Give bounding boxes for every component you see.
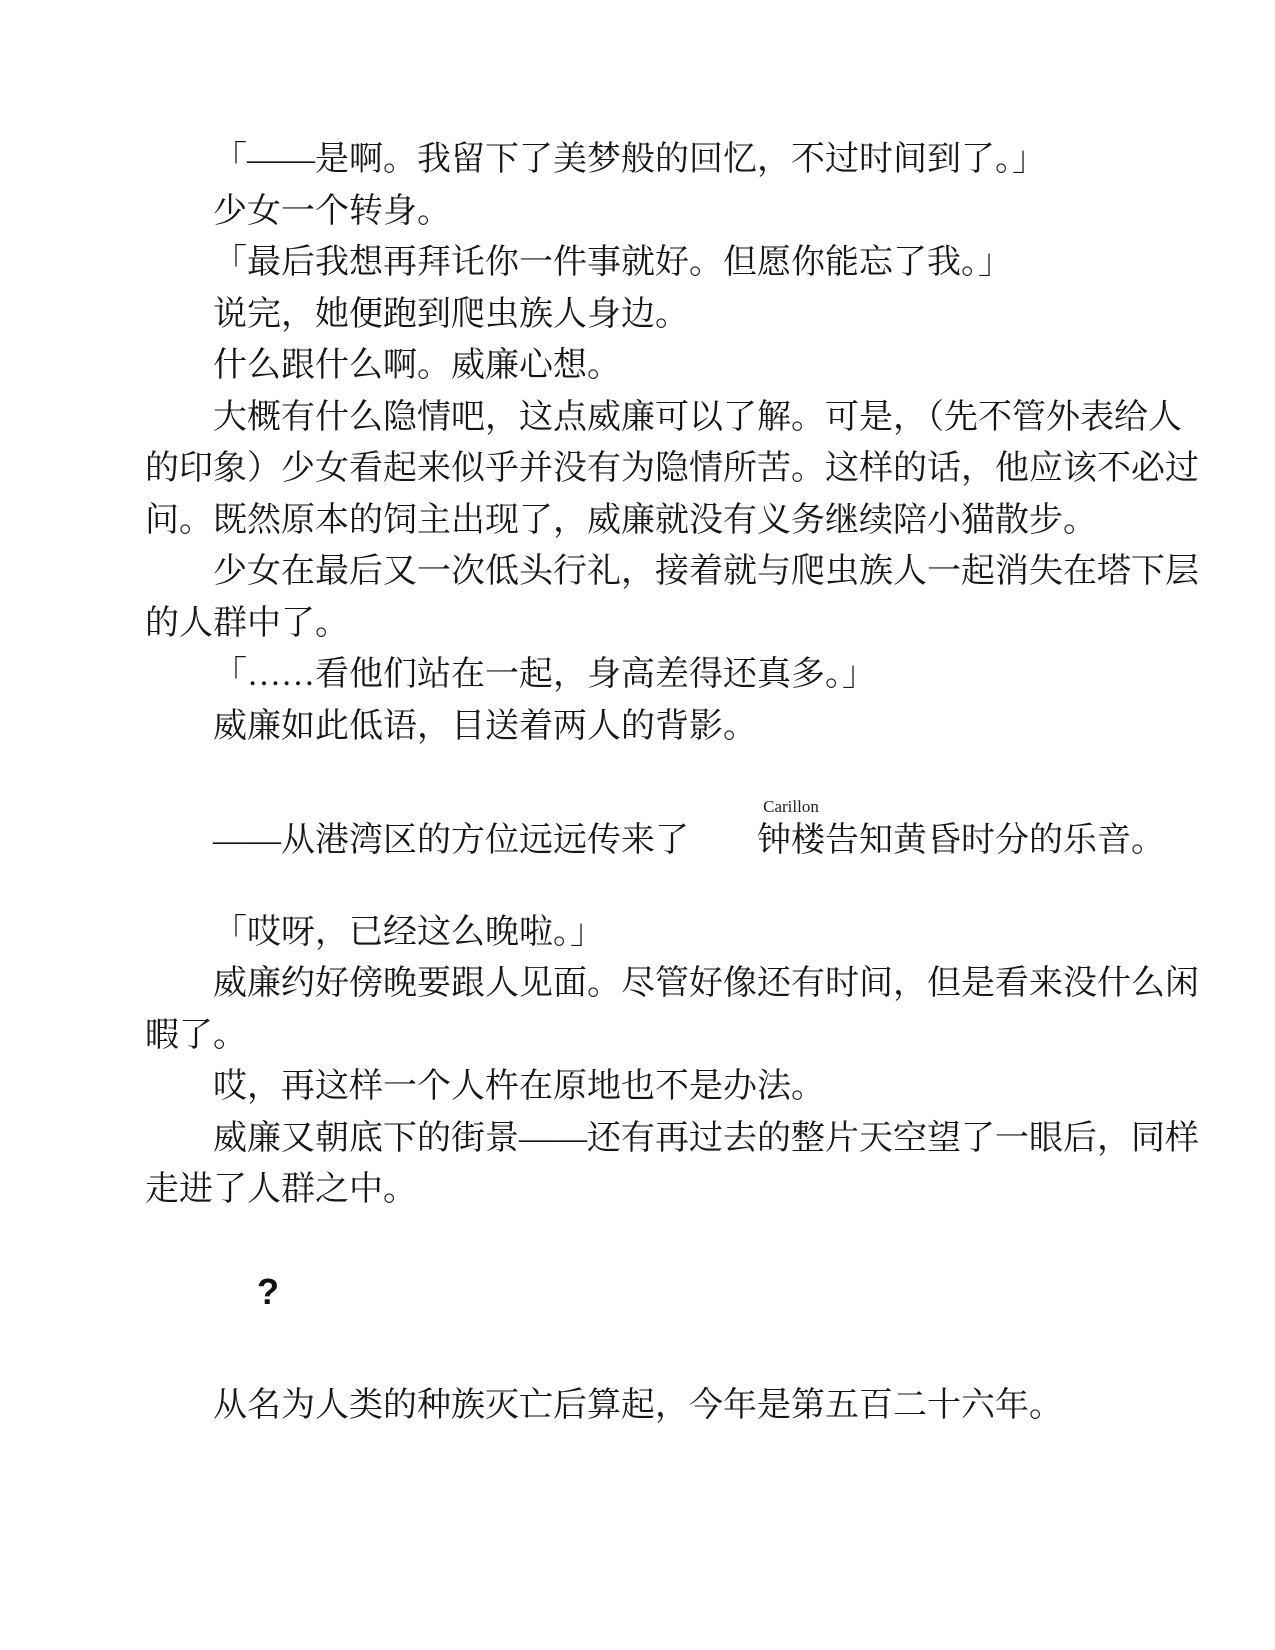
text-line: 「——是啊。我留下了美梦般的回忆，不过时间到了。」 [213,141,1046,178]
ruby-base-text: 钟楼 [757,822,825,859]
paragraph-dialogue-8 [145,649,1185,701]
text-line: 「哎呀，已经这么晚啦。」 [213,913,604,951]
text-line: 问。既然原本的饲主出现了，威廉就没有义务继续陪小猫散步。 [145,501,1097,539]
carillon-suffix: 告知黄昏时分的乐音。 [825,822,1165,859]
text-line: 的人群中了。 [145,604,349,642]
text-line: 说完，她便跑到爬虫族人身边。 [213,295,689,333]
text-line [145,797,1185,867]
paragraph-13 [145,1061,1185,1113]
section-divider-symbol: ? [257,1270,279,1312]
text-line: 少女在最后又一次低头行礼，接着就与爬虫族人一起消失在塔下层 [213,553,1199,590]
paragraph-carillon [145,797,1185,867]
paragraph-9 [145,701,1185,753]
text-line: 走进了人群之中。 [145,1171,417,1208]
section-divider [145,1266,1185,1318]
text-line: 威廉又朝底下的街景——还有再过去的整片天空望了一眼后，同样 [213,1119,1199,1157]
text-line: 「……看他们站在一起，身高差得还真多。」 [213,656,876,693]
text-line: 「最后我想再拜讬你一件事就好。但愿你能忘了我。」 [213,244,1012,281]
text-line: 大概有什么隐情吧，这点威廉可以了解。可是，（先不管外表给人 [213,398,1182,436]
text-line: 什么跟什么啊。威廉心想。 [213,347,621,384]
ruby-label-carillon: Carillon [763,797,819,816]
text-line: 的印象）少女看起来似乎并没有为隐情所苦。这样的话，他应该不必过 [145,450,1199,487]
paragraph-7 [145,546,1199,649]
text-line: 威廉约好傍晚要跟人见面。尽管好像还有时间，但是看来没什么闲 [213,965,1199,1002]
ruby-bell-tower [689,797,825,867]
paragraph-5 [145,340,1185,392]
paragraph-12 [145,958,1199,1061]
text-line: 少女一个转身。 [213,192,451,230]
paragraph-dialogue-11 [145,907,1185,959]
paragraph-4 [145,289,1185,341]
text-line: 哎，再这样一个人杵在原地也不是办法。 [213,1068,825,1105]
paragraph-dialogue-3 [145,237,1185,289]
text-line: 从名为人类的种族灭亡后算起，今年是第五百二十六年。 [213,1387,1063,1424]
paragraph-14 [145,1113,1199,1216]
paragraph-2 [145,186,1185,238]
text-line: 威廉如此低语，目送着两人的背影。 [213,707,757,745]
paragraph-6 [145,392,1199,547]
paragraph-dialogue-1 [145,134,1185,186]
carillon-prefix: ——从港湾区的方位远远传来了 [213,822,689,859]
paragraph-15 [145,1380,1185,1432]
text-line: 暇了。 [145,1016,247,1054]
